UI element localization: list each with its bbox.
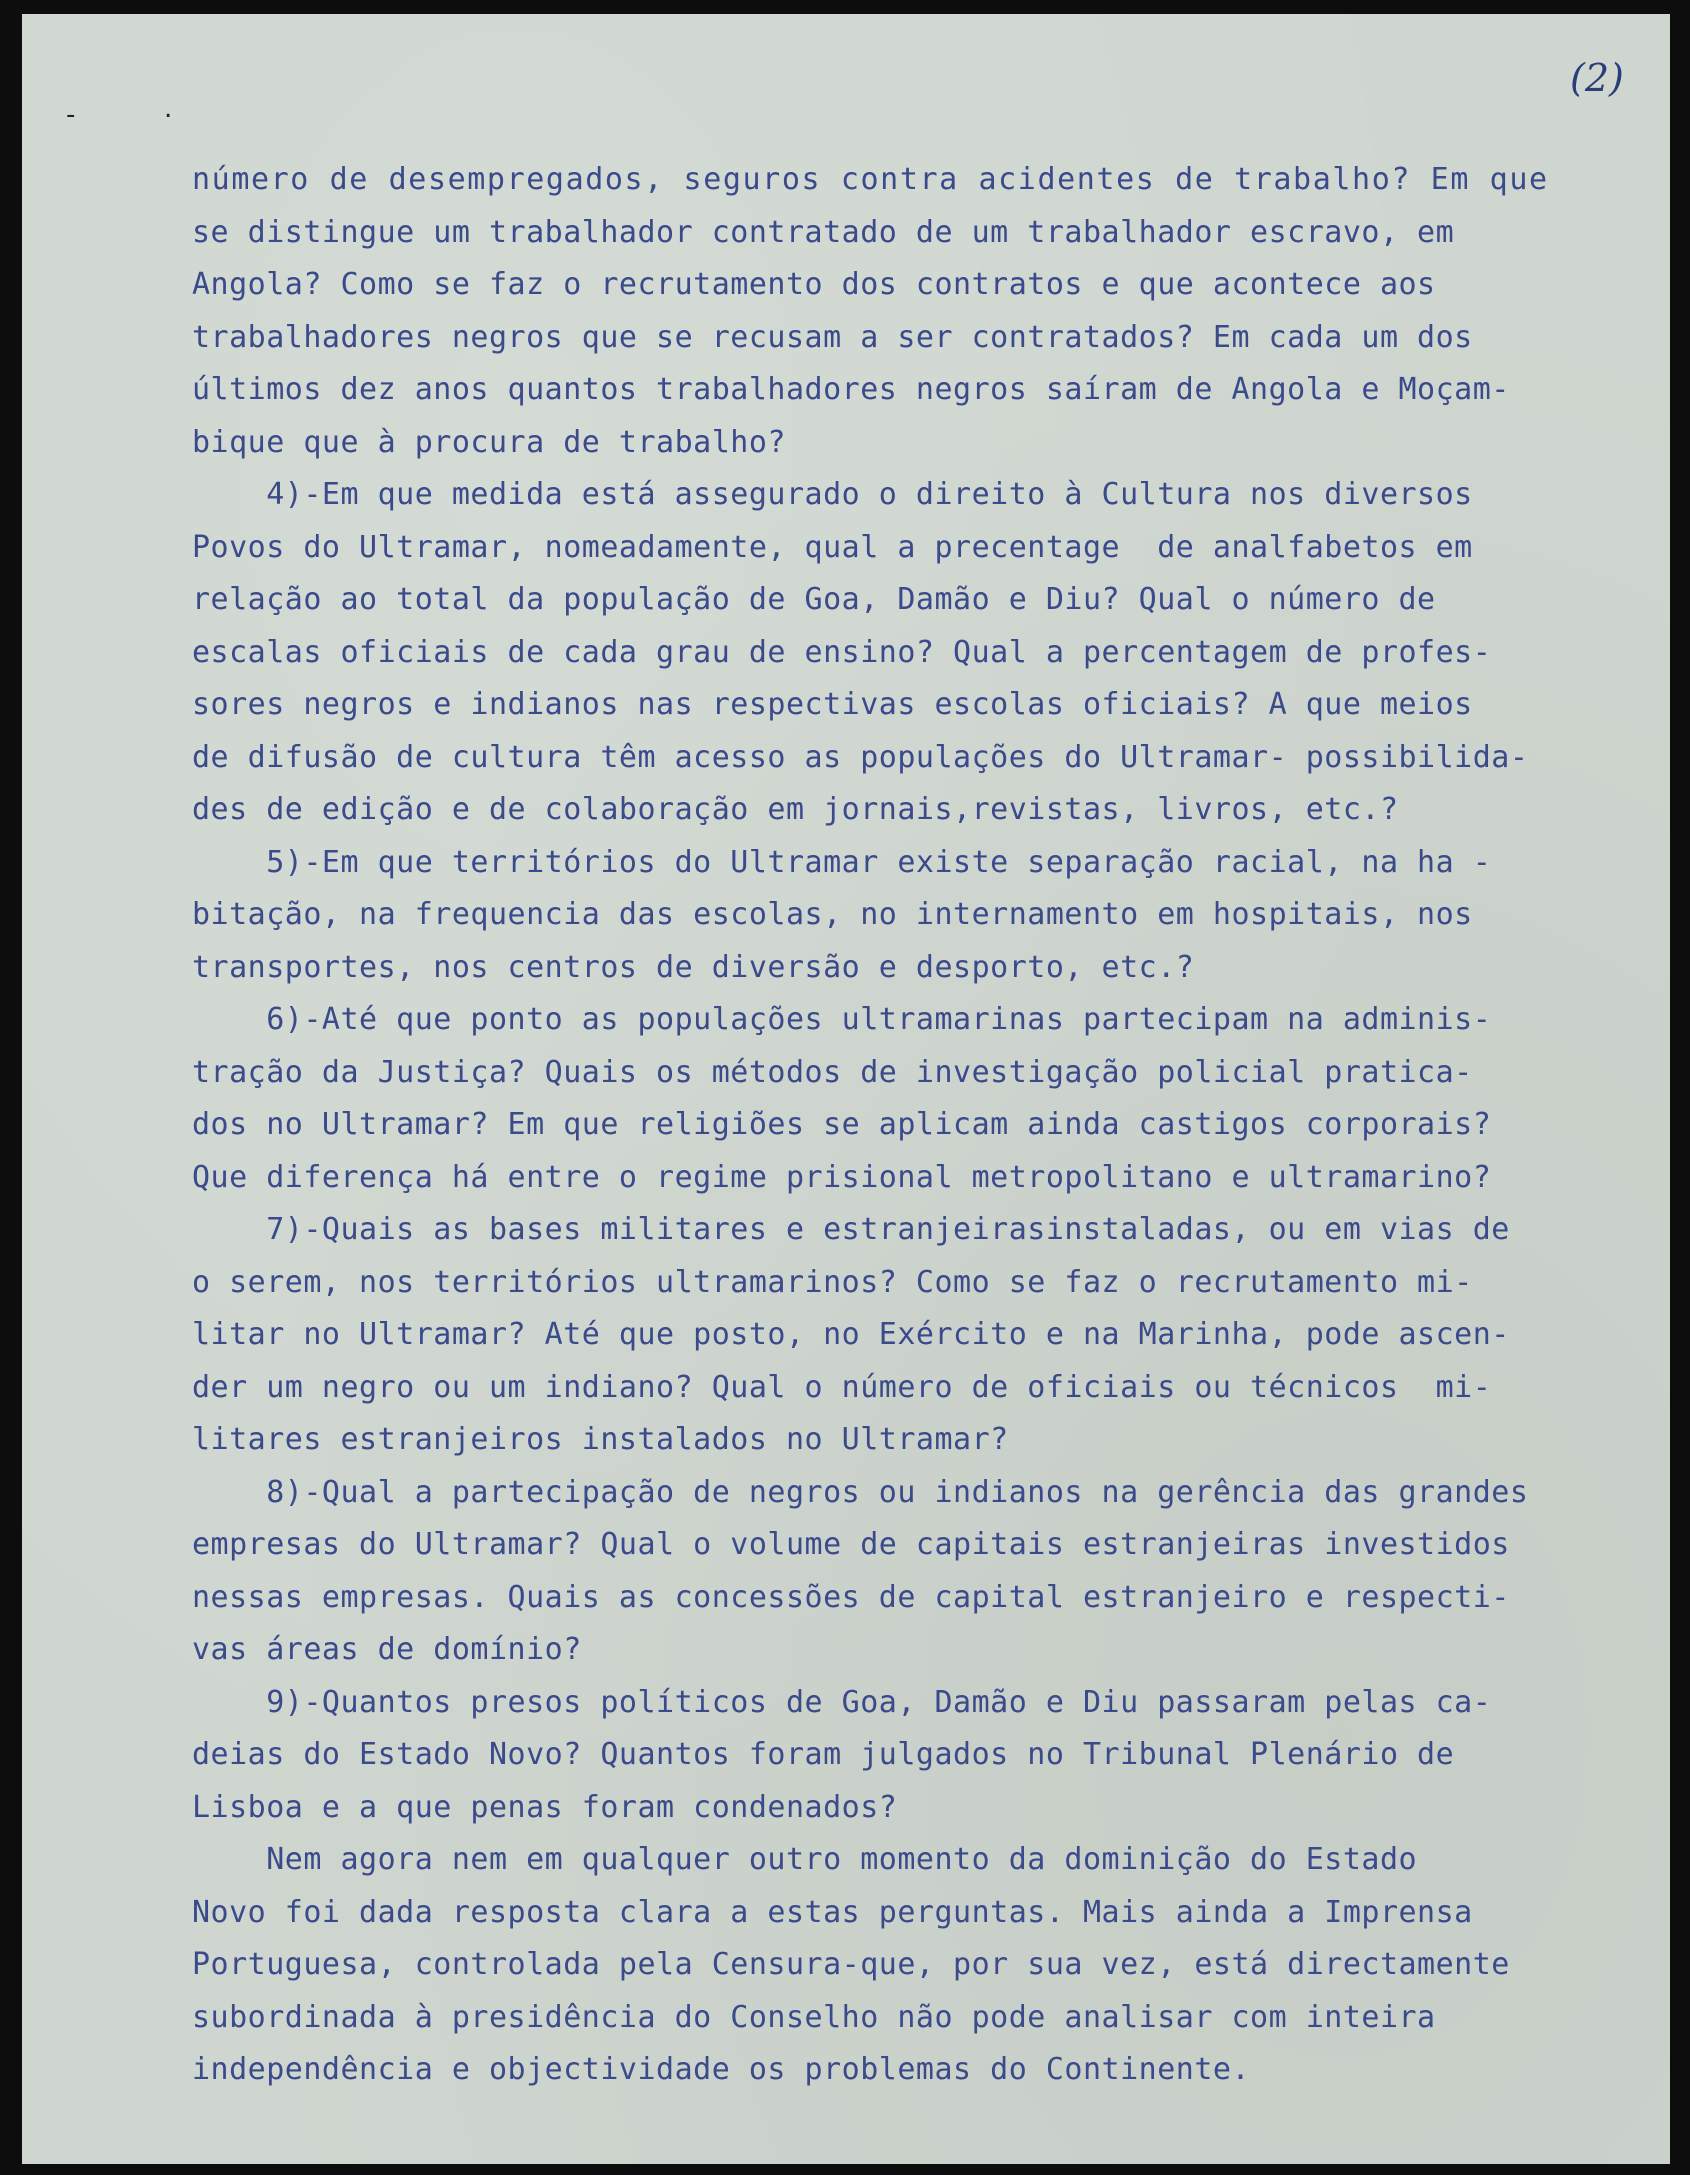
text-line: Novo foi dada resposta clara a estas perguntas. Mais ainda a Imprensa — [192, 1894, 1473, 1930]
text-line: bique que à procura de trabalho? — [192, 424, 786, 460]
text-line: 7)-Quais as bases militares e estranjeirasinstaladas, ou em vias de — [192, 1212, 1510, 1247]
page-number: (2) — [1570, 56, 1624, 100]
text-line: tração da Justiça? Quais os métodos de investigação policial pratica- — [192, 1054, 1473, 1090]
text-line: Que diferença há entre o regime prisional metropolitano e ultramarino? — [192, 1159, 1492, 1195]
document-page — [22, 14, 1670, 2164]
text-line: Angola? Como se faz o recrutamento dos contratos e que acontece aos — [192, 267, 1436, 302]
text-line: trabalhadores negros que se recusam a ser contratados? Em cada um dos — [192, 319, 1473, 355]
text-line: últimos dez anos quantos trabalhadores negros saíram de Angola e Moçam- — [192, 372, 1510, 407]
text-line: número de desempregados, seguros contra acidentes de trabalho? Em que — [192, 162, 1549, 197]
text-line: se distingue um trabalhador contratado de um trabalhador escravo, em — [192, 214, 1455, 250]
text-line: 4)-Em que medida está assegurado o direito à Cultura nos diversos — [192, 477, 1473, 512]
text-line: litares estranjeiros instalados no Ultramar? — [192, 1422, 1009, 1457]
margin-mark: . — [164, 94, 173, 124]
text-line: Povos do Ultramar, nomeadamente, qual a precentage de analfabetos em — [192, 529, 1473, 565]
document-body — [192, 154, 1632, 2097]
text-line: litar no Ultramar? Até que posto, no Exército e na Marinha, pode ascen- — [192, 1317, 1510, 1352]
text-line: transportes, nos centros de diversão e desporto, etc.? — [192, 949, 1195, 985]
text-line: 8)-Qual a partecipação de negros ou indianos na gerência das grandes — [192, 1474, 1529, 1510]
text-line: 6)-Até que ponto as populações ultramarinas partecipam na adminis- — [192, 1002, 1492, 1037]
text-line: nessas empresas. Quais as concessões de capital estranjeiro e respecti- — [192, 1579, 1510, 1615]
text-line: deias do Estado Novo? Quantos foram julgados no Tribunal Plenário de — [192, 1737, 1455, 1772]
text-line: Lisboa e a que penas foram condenados? — [192, 1789, 898, 1825]
paragraph-question-9 — [192, 1677, 1632, 1835]
text-line: 5)-Em que territórios do Ultramar existe separação racial, na ha - — [192, 844, 1492, 880]
text-line: sores negros e indianos nas respectivas escolas oficiais? A que meios — [192, 687, 1473, 722]
paragraph-question-7 — [192, 1204, 1632, 1467]
text-line: bitação, na frequencia das escolas, no internamento em hospitais, nos — [192, 897, 1473, 932]
text-line: independência e objectividade os problemas do Continente. — [192, 2052, 1251, 2087]
paragraph — [192, 154, 1632, 469]
text-line: vas áreas de domínio? — [192, 1632, 582, 1667]
text-line: 9)-Quantos presos políticos de Goa, Damão e Diu passaram pelas ca- — [192, 1684, 1492, 1720]
margin-mark: - — [66, 100, 76, 130]
text-line: Portuguesa, controlada pela Censura-que, por sua vez, está directamente — [192, 1947, 1510, 1982]
paragraph-question-4 — [192, 469, 1632, 837]
text-line: de difusão de cultura têm acesso as populações do Ultramar- possibilida- — [192, 739, 1529, 775]
paragraph-question-6 — [192, 994, 1632, 1204]
paragraph-question-5 — [192, 837, 1632, 995]
text-line: escalas oficiais de cada grau de ensino? Qual a percentagem de profes- — [192, 634, 1492, 670]
text-line: dos no Ultramar? Em que religiões se aplicam ainda castigos corporais? — [192, 1107, 1492, 1142]
text-line: relação ao total da população de Goa, Damão e Diu? Qual o número de — [192, 582, 1436, 617]
text-line: o serem, nos territórios ultramarinos? Como se faz o recrutamento mi- — [192, 1264, 1473, 1300]
text-line: des de edição e de colaboração em jornais,revistas, livros, etc.? — [192, 792, 1399, 827]
text-line: Nem agora nem em qualquer outro momento da dominição do Estado — [192, 1842, 1418, 1877]
text-line: empresas do Ultramar? Qual o volume de capitais estranjeiras investidos — [192, 1527, 1510, 1562]
paragraph-question-8 — [192, 1467, 1632, 1677]
text-line: subordinada à presidência do Conselho não pode analisar com inteira — [192, 1999, 1436, 2035]
paragraph-conclusion — [192, 1834, 1632, 2097]
text-line: der um negro ou um indiano? Qual o número de oficiais ou técnicos mi- — [192, 1369, 1492, 1405]
